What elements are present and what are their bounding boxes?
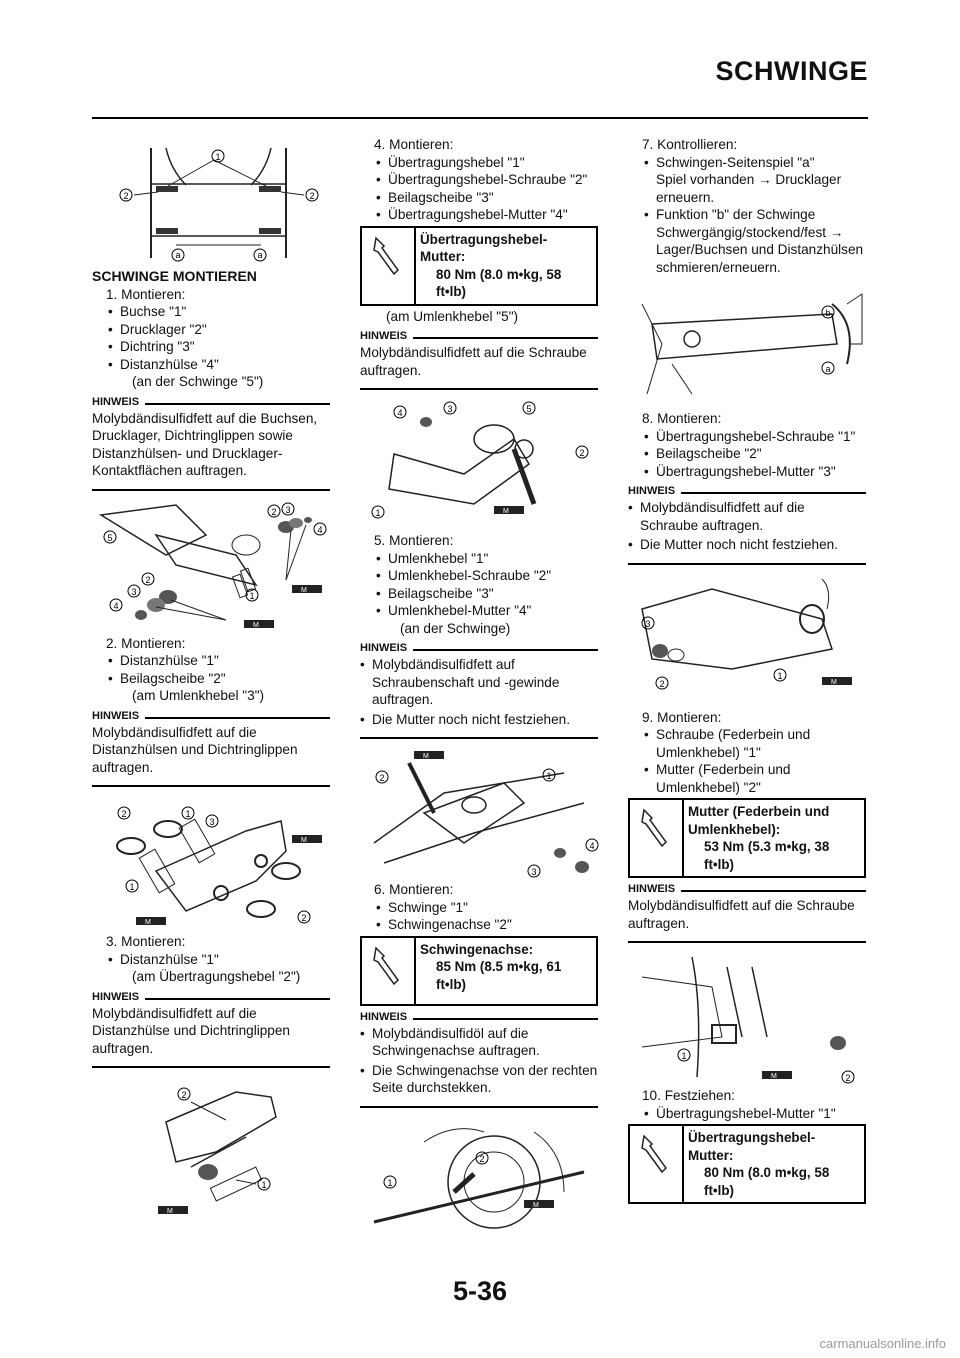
svg-text:2: 2 [379,773,385,783]
step-7-item: • Funktion "b" der Schwinge Schwergängig/stockend/fest → Lager/Buchsen und Distanzhülsen schmieren/erneuern. [628,206,866,276]
note-label: HINWEIS [360,330,408,342]
svg-text:3: 3 [447,404,453,414]
svg-text:M: M [253,621,259,629]
step-2-item: • Distanzhülse "1" [92,652,330,670]
step-1-item: • Buchse "1" [92,303,330,321]
step-9-item: • Schraube (Federbein und Umlenkhebel) "1" [628,726,866,761]
step-2-item: • Beilagscheibe "2" [92,670,330,688]
column-3 [628,136,866,1206]
svg-text:4: 4 [317,524,323,535]
note-text: Molybdändisulfidfett auf die Schraube auftragen. [628,898,855,931]
step-4-note: (am Umlenkhebel "5") [386,308,519,324]
torque-wrench-icon [370,234,406,278]
svg-text:M: M [145,919,151,926]
step-4-item: • Übertragungshebel "1" [360,154,598,172]
note-label: HINWEIS [628,485,676,497]
svg-text:1: 1 [387,1177,393,1188]
step-1-item: • Dichtring "3" [92,338,330,356]
svg-text:3: 3 [531,867,537,877]
torque-box [628,1124,866,1204]
note-label: HINWEIS [92,709,140,722]
step-4-item: • Übertragungshebel-Mutter "4" [360,206,598,224]
note-text: Molybdändisulfidfett auf die Distanzhülse und Dichtringlippen auftragen. [92,1005,290,1056]
relay-arm-mounting-figure [364,743,594,881]
torque-box [360,936,598,1006]
note-block [92,397,330,491]
torque-wrench-icon [370,944,406,988]
svg-text:M: M [423,753,429,760]
note-label: HINWEIS [92,990,140,1003]
column-2 [360,136,598,1242]
svg-text:2: 2 [121,809,127,819]
step-4-item: • Beilagscheibe "3" [360,189,598,207]
svg-text:5: 5 [107,532,113,543]
step-6: 6. Montieren: [374,882,454,897]
svg-text:M: M [301,586,307,594]
svg-text:1: 1 [777,670,783,681]
note-block [628,486,866,565]
pivot-shaft-figure [364,1112,594,1242]
note-text: Molybdändisulfidfett auf die Schraube auftragen. [360,345,587,378]
svg-text:2: 2 [145,574,151,585]
note-item: • Die Mutter noch nicht festziehen. [360,711,598,729]
footer-watermark: carmanualsonline.info [819,1336,946,1351]
note-item: • Molybdändisulfidöl auf die Schwingenachse auftragen. [360,1025,598,1060]
step-5-item: • Umlenkhebel "1" [360,550,598,568]
step-10-item: • Übertragungshebel-Mutter "1" [628,1105,866,1123]
column-1 [92,140,330,1222]
torque-value: 53 Nm (5.3 m•kg, 38 ft•lb) [704,839,830,872]
callout-2-right: 2 [309,191,315,201]
callout-2-left: 2 [123,191,129,201]
svg-text:M: M [831,678,837,686]
step-8-item: • Übertragungshebel-Schraube "1" [628,428,866,446]
svg-text:2: 2 [301,913,307,923]
note-label: HINWEIS [360,642,408,654]
step-2-note: (am Umlenkhebel "3") [132,688,265,703]
svg-text:M: M [533,1201,539,1209]
torque-value: 80 Nm (8.0 m•kg, 58 ft•lb) [704,1165,830,1198]
step-8: 8. Montieren: [642,411,722,426]
svg-text:b: b [825,308,831,318]
torque-name: Übertragungshebel-Mutter: [420,231,548,264]
svg-text:2: 2 [845,1073,851,1083]
step-1-note: (an der Schwinge "5") [132,374,264,389]
relay-lever-assembly-figure [364,394,594,532]
swingarm-check-figure [632,284,862,404]
svg-text:1: 1 [546,771,552,781]
step-4-item: • Übertragungshebel-Schraube "2" [360,171,598,189]
step-7: 7. Kontrollieren: [642,137,738,152]
step-3: 3. Montieren: [106,934,186,949]
step-8-item: • Beilagscheibe "2" [628,445,866,463]
note-block [360,1012,598,1108]
svg-text:1: 1 [375,508,381,518]
page-title: SCHWINGE [715,56,868,86]
svg-text:5: 5 [526,404,532,414]
svg-text:4: 4 [397,408,403,418]
svg-text:M: M [771,1073,777,1080]
note-item: • Molybdändisulfidfett auf Schraubenschaft und -gewinde auftragen. [360,656,598,709]
svg-text:4: 4 [113,600,119,611]
step-10: 10. Festziehen: [642,1088,735,1103]
step-5-item: • Beilagscheibe "3" [360,585,598,603]
shock-mount-figure [632,947,862,1087]
connecting-rod-bolt-figure [632,569,862,709]
bearing-install-figure [96,495,326,635]
svg-text:4: 4 [589,841,595,851]
torque-name: Schwingenachse: [420,941,534,957]
svg-text:2: 2 [479,1153,485,1164]
note-block [360,331,598,390]
svg-text:3: 3 [209,817,215,827]
step-5-item: • Umlenkhebel-Schraube "2" [360,567,598,585]
section-title: SCHWINGE MONTIEREN [92,268,257,284]
step-5-item: • Umlenkhebel-Mutter "4" [360,602,598,620]
relay-arm-figure [96,791,326,933]
note-block [628,884,866,943]
svg-text:1: 1 [185,809,191,819]
torque-box [628,798,866,878]
step-3-note: (am Übertragungshebel "2") [132,969,301,984]
torque-value: 80 Nm (8.0 m•kg, 58 ft•lb) [436,266,562,299]
note-block [92,992,330,1069]
svg-text:M: M [301,837,307,844]
svg-text:2: 2 [579,448,585,458]
torque-value: 85 Nm (8.5 m•kg, 61 ft•lb) [436,959,562,992]
page-number: 5-36 [452,1276,508,1306]
note-item: • Die Schwingenachse von der rechten Seite durchstekken. [360,1062,598,1097]
step-1: 1. Montieren: [106,286,186,302]
torque-name: Mutter (Federbein und Umlenkhebel): [688,804,830,837]
note-item: • Die Mutter noch nicht festziehen. [628,536,866,554]
swingarm-top-figure [96,140,326,268]
note-label: HINWEIS [92,395,140,408]
step-9-item: • Mutter (Federbein und Umlenkhebel) "2" [628,761,866,796]
svg-text:M: M [167,1208,173,1215]
svg-text:M: M [503,508,509,515]
step-2: 2. Montieren: [106,635,186,651]
svg-text:3: 3 [131,586,137,597]
torque-wrench-icon [638,806,674,850]
step-1-item: • Drucklager "2" [92,321,330,339]
svg-text:2: 2 [271,506,277,517]
note-text: Molybdändisulfidfett auf die Distanzhülsen und Dichtringlippen auftragen. [92,724,298,775]
note-block [92,711,330,788]
svg-text:3: 3 [285,504,291,515]
step-8-item: • Übertragungshebel-Mutter "3" [628,463,866,481]
note-block [360,643,598,739]
svg-text:1: 1 [249,590,255,601]
svg-text:1: 1 [261,1180,267,1190]
svg-text:2: 2 [181,1090,187,1100]
step-7-line: Spiel vorhanden → Drucklager erneuern. [656,172,842,205]
header-rule [92,117,868,119]
svg-text:a: a [825,364,831,374]
torque-wrench-icon [638,1132,674,1176]
callout-a-right: a [257,250,263,260]
connecting-rod-figure [96,1072,326,1222]
callout-a-left: a [175,250,181,260]
torque-box [360,226,598,306]
step-3-item: • Distanzhülse "1" [92,951,330,969]
svg-text:2: 2 [659,678,665,689]
svg-text:1: 1 [681,1051,687,1061]
step-6-item: • Schwinge "1" [360,899,598,917]
step-5: 5. Montieren: [374,533,454,548]
torque-name: Übertragungshebel-Mutter: [688,1130,816,1163]
step-6-item: • Schwingenachse "2" [360,916,598,934]
svg-text:3: 3 [645,618,651,629]
step-9: 9. Montieren: [642,709,722,725]
note-label: HINWEIS [360,1010,408,1023]
note-label: HINWEIS [628,883,676,895]
step-4: 4. Montieren: [374,137,454,152]
note-text: Molybdändisulfidfett auf die Buchsen, Drucklager, Dichtringlippen sowie Distanzhülsen- und Drucklager-Kontaktflächen auftragen. [92,410,318,478]
step-7-item: • Schwingen-Seitenspiel "a" [628,154,866,172]
note-item: • Molybdändisulfidfett auf die Schraube auftragen. [628,499,866,534]
svg-text:1: 1 [129,882,135,892]
callout-1: 1 [215,152,221,162]
step-1-item: • Distanzhülse "4" [92,356,330,374]
step-5-note: (an der Schwinge) [400,620,511,636]
